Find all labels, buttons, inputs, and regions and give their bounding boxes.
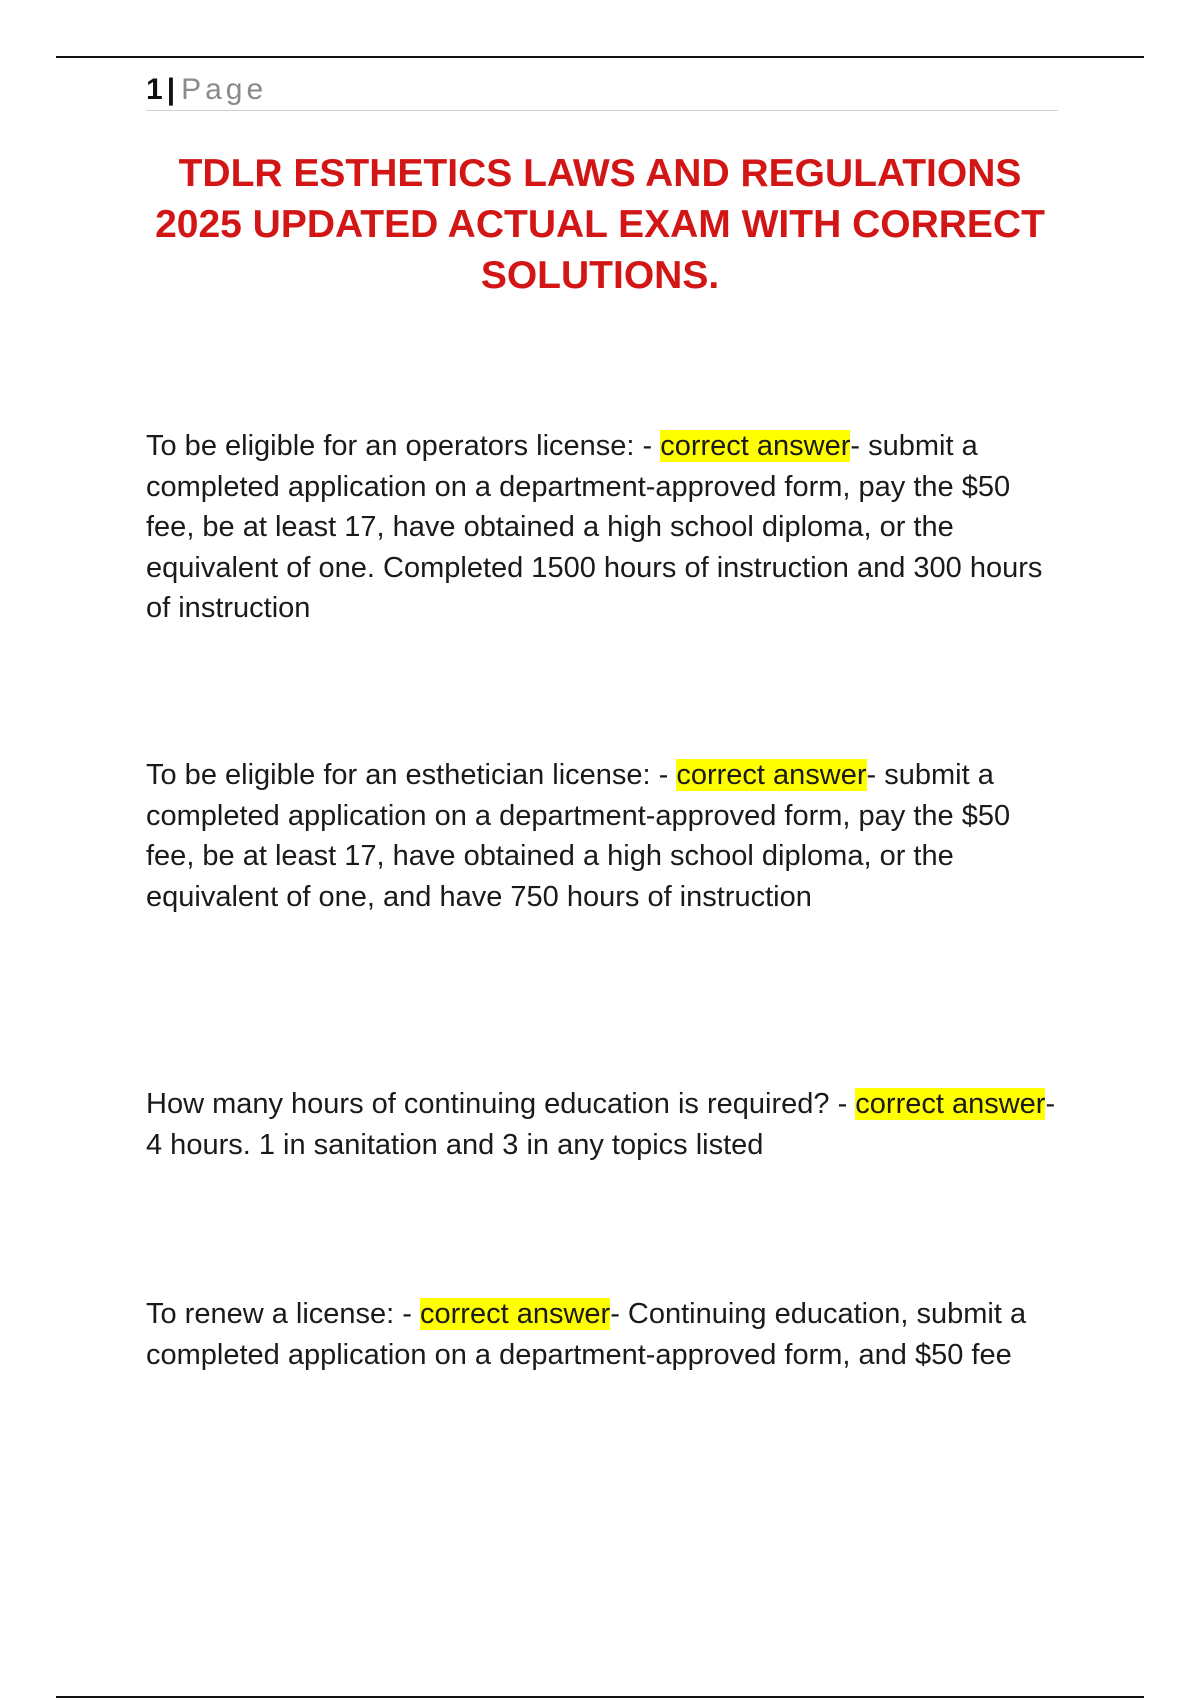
qa-question: To be eligible for an operators license: - (146, 430, 661, 462)
page-label: Page (181, 73, 268, 106)
answer-highlight: correct answer (855, 1088, 1046, 1120)
answer-highlight: correct answer (676, 759, 867, 791)
qa-item (146, 1084, 1066, 1165)
qa-question: To renew a license: - (146, 1298, 421, 1330)
qa-question: How many hours of continuing education is required? - (146, 1088, 856, 1120)
qa-answer: - Continuing education, submit a completed application on a department-approved form, and $50 fee (146, 1298, 1027, 1371)
answer-highlight: correct answer (420, 1298, 611, 1330)
page-separator: | (166, 73, 176, 106)
page-header (146, 70, 1058, 111)
top-rule (56, 56, 1144, 58)
qa-answer: - 4 hours. 1 in sanitation and 3 in any topics listed (146, 1088, 1056, 1161)
qa-question: To be eligible for an esthetician license: - (146, 759, 677, 791)
answer-highlight: correct answer (660, 430, 851, 462)
page-number: 1 (146, 73, 163, 106)
document-title: TDLR ESTHETICS LAWS AND REGULATIONS 2025 UPDATED ACTUAL EXAM WITH CORRECT SOLUTIONS. (155, 152, 1045, 297)
bottom-rule (56, 1696, 1144, 1698)
qa-item (146, 426, 1066, 629)
qa-item (146, 755, 1066, 917)
qa-item (146, 1294, 1066, 1375)
qa-answer: - submit a completed application on a department-approved form, pay the $50 fee, be at least 17, have obtained a high school diploma, or the equivalent of one. Completed 1500 hours of instruction and 300 hours of instruction (146, 430, 1043, 624)
qa-answer: - submit a completed application on a department-approved form, pay the $50 fee, be at least 17, have obtained a high school diploma, or the equivalent of one, and have 750 hours of instruction (146, 759, 1011, 913)
